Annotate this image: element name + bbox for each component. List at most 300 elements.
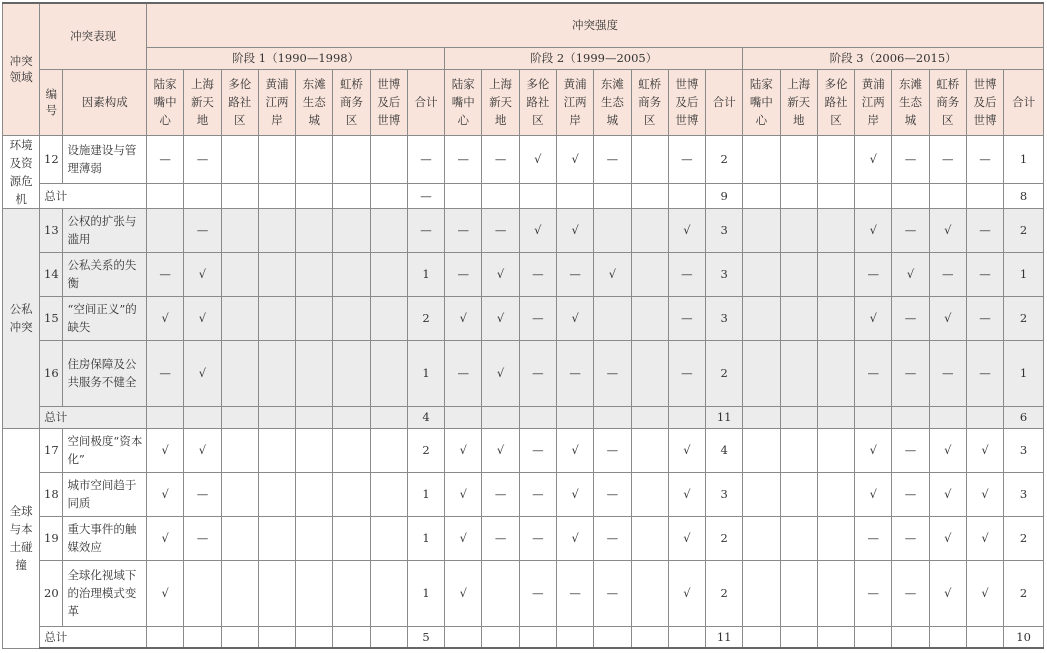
mark-cell: — (892, 340, 929, 406)
mark-cell: — (892, 428, 929, 472)
id-cell: 18 (40, 472, 63, 516)
mark-cell (631, 428, 668, 472)
mark-cell (370, 135, 407, 184)
mark-cell (743, 252, 780, 296)
factor-cell: 全球化视域下的治理模式变革 (63, 560, 147, 626)
empty-cell (929, 184, 966, 208)
header-area-s1-7: 世博及后世博 (370, 69, 407, 135)
header-area-s2-2: 上海新天地 (482, 69, 519, 135)
table-row (3, 516, 1044, 560)
mark-cell (221, 428, 258, 472)
mark-cell (594, 296, 631, 340)
header-intensity: 冲突强度 (147, 3, 1044, 47)
stage-total-cell: 4 (706, 428, 743, 472)
mark-cell (221, 296, 258, 340)
group-total-cell: 8 (1004, 184, 1044, 208)
mark-cell: — (594, 428, 631, 472)
empty-cell (855, 406, 892, 428)
mark-cell: √ (966, 516, 1003, 560)
mark-cell: √ (147, 472, 184, 516)
empty-cell (519, 184, 556, 208)
empty-cell (966, 626, 1003, 648)
mark-cell: √ (445, 472, 482, 516)
header-expression: 冲突表现 (40, 3, 147, 69)
stage-total-cell: 1 (407, 516, 444, 560)
stage-total-cell: 1 (407, 252, 444, 296)
mark-cell: √ (556, 135, 593, 184)
mark-cell: — (482, 516, 519, 560)
header-area-s3-6: 虹桥商务区 (929, 69, 966, 135)
header-area-s1-6: 虹桥商务区 (333, 69, 370, 135)
stage-total-cell: 2 (706, 560, 743, 626)
mark-cell: √ (929, 296, 966, 340)
mark-cell: — (184, 208, 221, 252)
header-total-s2: 合计 (706, 69, 743, 135)
mark-cell (817, 340, 854, 406)
mark-cell: — (855, 560, 892, 626)
empty-cell (668, 406, 705, 428)
mark-cell: √ (147, 560, 184, 626)
mark-cell (780, 340, 817, 406)
mark-cell: √ (184, 252, 221, 296)
mark-cell: √ (147, 296, 184, 340)
empty-cell (147, 626, 184, 648)
mark-cell: — (482, 472, 519, 516)
total-label: 总计 (40, 184, 147, 208)
mark-cell (221, 208, 258, 252)
header-area-s3-5: 东滩生态城 (892, 69, 929, 135)
empty-cell (482, 626, 519, 648)
mark-cell (258, 340, 295, 406)
mark-cell (221, 135, 258, 184)
mark-cell: — (966, 296, 1003, 340)
mark-cell (631, 135, 668, 184)
mark-cell (184, 560, 221, 626)
stage-total-cell: 1 (1004, 340, 1044, 406)
empty-cell (929, 626, 966, 648)
mark-cell: √ (855, 296, 892, 340)
empty-cell (780, 184, 817, 208)
empty-cell (221, 626, 258, 648)
mark-cell (296, 560, 333, 626)
empty-cell (147, 406, 184, 428)
mark-cell: √ (929, 428, 966, 472)
empty-cell (519, 406, 556, 428)
factor-cell: 城市空间趋于同质 (63, 472, 147, 516)
empty-cell (966, 406, 1003, 428)
table-row (3, 208, 1044, 252)
empty-cell (743, 406, 780, 428)
mark-cell: √ (892, 252, 929, 296)
mark-cell (333, 560, 370, 626)
mark-cell: √ (668, 428, 705, 472)
mark-cell: √ (668, 208, 705, 252)
mark-cell (333, 296, 370, 340)
mark-cell (780, 296, 817, 340)
mark-cell (743, 516, 780, 560)
mark-cell: √ (855, 135, 892, 184)
mark-cell: — (445, 208, 482, 252)
empty-cell (929, 406, 966, 428)
mark-cell (631, 560, 668, 626)
id-cell: 20 (40, 560, 63, 626)
header-area-s3-3: 多伦路社区 (817, 69, 854, 135)
mark-cell: — (184, 516, 221, 560)
mark-cell (817, 560, 854, 626)
table-row (3, 135, 1044, 184)
mark-cell: √ (556, 296, 593, 340)
stage-total-cell: 1 (407, 340, 444, 406)
mark-cell (743, 340, 780, 406)
mark-cell: √ (966, 472, 1003, 516)
id-cell: 12 (40, 135, 63, 184)
mark-cell: — (668, 340, 705, 406)
stage-total-cell: 2 (407, 428, 444, 472)
mark-cell (817, 516, 854, 560)
mark-cell: — (892, 560, 929, 626)
mark-cell: √ (519, 208, 556, 252)
header-factor: 因素构成 (63, 69, 147, 135)
empty-cell (556, 184, 593, 208)
mark-cell (296, 208, 333, 252)
header-area-s1-4: 黄浦江两岸 (258, 69, 295, 135)
group-total-cell: 4 (407, 406, 444, 428)
mark-cell (221, 516, 258, 560)
empty-cell (631, 406, 668, 428)
mark-cell: √ (482, 252, 519, 296)
mark-cell (743, 428, 780, 472)
mark-cell (370, 428, 407, 472)
mark-cell: √ (668, 516, 705, 560)
mark-cell: √ (966, 560, 1003, 626)
empty-cell (221, 184, 258, 208)
domain-cell: 全球与本土碰撞 (3, 428, 40, 648)
mark-cell: √ (929, 560, 966, 626)
stage-total-cell: 3 (706, 296, 743, 340)
mark-cell (631, 516, 668, 560)
empty-cell (333, 626, 370, 648)
header-area-s2-3: 多伦路社区 (519, 69, 556, 135)
mark-cell: — (519, 428, 556, 472)
factor-cell: “空间正义”的缺失 (63, 296, 147, 340)
empty-cell (482, 184, 519, 208)
mark-cell (817, 296, 854, 340)
header-area-s3-1: 陆家嘴中心 (743, 69, 780, 135)
mark-cell (631, 340, 668, 406)
mark-cell (333, 428, 370, 472)
mark-cell (743, 135, 780, 184)
group-total-cell: 11 (706, 406, 743, 428)
mark-cell: — (556, 252, 593, 296)
mark-cell (258, 252, 295, 296)
mark-cell (333, 516, 370, 560)
total-label: 总计 (40, 626, 147, 648)
empty-cell (594, 184, 631, 208)
mark-cell (780, 428, 817, 472)
total-row (3, 184, 1044, 208)
header-area-s1-1: 陆家嘴中心 (147, 69, 184, 135)
mark-cell (780, 252, 817, 296)
mark-cell: — (966, 340, 1003, 406)
empty-cell (556, 626, 593, 648)
stage-total-cell: 2 (1004, 296, 1044, 340)
id-cell: 13 (40, 208, 63, 252)
empty-cell (370, 184, 407, 208)
mark-cell (333, 340, 370, 406)
mark-cell: — (184, 135, 221, 184)
mark-cell (333, 135, 370, 184)
mark-cell (817, 208, 854, 252)
stage-total-cell: 1 (407, 472, 444, 516)
mark-cell: √ (482, 340, 519, 406)
table-row (3, 252, 1044, 296)
header-stage-2: 阶段 2（1999—2005） (445, 47, 743, 69)
id-cell: 14 (40, 252, 63, 296)
mark-cell (817, 472, 854, 516)
mark-cell: √ (445, 296, 482, 340)
table-row (3, 472, 1044, 516)
mark-cell (631, 252, 668, 296)
factor-cell: 重大事件的触媒效应 (63, 516, 147, 560)
mark-cell: — (668, 135, 705, 184)
mark-cell: √ (855, 428, 892, 472)
empty-cell (892, 406, 929, 428)
stage-total-cell: — (407, 135, 444, 184)
mark-cell: — (482, 208, 519, 252)
mark-cell (370, 560, 407, 626)
mark-cell: √ (556, 516, 593, 560)
stage-total-cell: 2 (1004, 208, 1044, 252)
mark-cell (780, 472, 817, 516)
mark-cell: √ (184, 428, 221, 472)
header-total-s3: 合计 (1004, 69, 1044, 135)
stage-total-cell: 2 (706, 135, 743, 184)
mark-cell (258, 516, 295, 560)
mark-cell: — (892, 135, 929, 184)
empty-cell (892, 184, 929, 208)
empty-cell (817, 406, 854, 428)
empty-cell (966, 184, 1003, 208)
mark-cell: √ (929, 208, 966, 252)
mark-cell: — (556, 560, 593, 626)
empty-cell (370, 626, 407, 648)
empty-cell (296, 626, 333, 648)
mark-cell: — (445, 135, 482, 184)
mark-cell: — (855, 340, 892, 406)
empty-cell (482, 406, 519, 428)
mark-cell (817, 252, 854, 296)
empty-cell (780, 406, 817, 428)
empty-cell (333, 184, 370, 208)
table-row (3, 428, 1044, 472)
mark-cell (482, 560, 519, 626)
mark-cell: √ (147, 428, 184, 472)
mark-cell: — (594, 472, 631, 516)
empty-cell (855, 626, 892, 648)
stage-total-cell: 2 (1004, 560, 1044, 626)
mark-cell (258, 428, 295, 472)
empty-cell (855, 184, 892, 208)
mark-cell: — (147, 135, 184, 184)
mark-cell: — (519, 516, 556, 560)
id-cell: 16 (40, 340, 63, 406)
mark-cell: — (668, 296, 705, 340)
mark-cell (743, 560, 780, 626)
header-area-s2-1: 陆家嘴中心 (445, 69, 482, 135)
mark-cell (370, 252, 407, 296)
mark-cell (258, 296, 295, 340)
mark-cell: √ (929, 516, 966, 560)
mark-cell (370, 472, 407, 516)
stage-total-cell: 3 (1004, 428, 1044, 472)
mark-cell (370, 516, 407, 560)
id-cell: 17 (40, 428, 63, 472)
mark-cell (817, 428, 854, 472)
mark-cell (258, 560, 295, 626)
stage-total-cell: 1 (407, 560, 444, 626)
header-area-s2-7: 世博及后世博 (668, 69, 705, 135)
mark-cell: — (855, 252, 892, 296)
mark-cell: √ (184, 296, 221, 340)
mark-cell: — (445, 340, 482, 406)
mark-cell (258, 208, 295, 252)
stage-total-cell: 1 (1004, 252, 1044, 296)
group-total-cell: 11 (706, 626, 743, 648)
mark-cell: — (594, 135, 631, 184)
mark-cell: — (855, 516, 892, 560)
header-area-s2-5: 东滩生态城 (594, 69, 631, 135)
factor-cell: 公私关系的失衡 (63, 252, 147, 296)
mark-cell: √ (929, 472, 966, 516)
header-id: 编号 (40, 69, 63, 135)
factor-cell: 公权的扩张与滥用 (63, 208, 147, 252)
mark-cell (743, 208, 780, 252)
mark-cell (296, 296, 333, 340)
empty-cell (258, 406, 295, 428)
mark-cell: √ (668, 472, 705, 516)
mark-cell: — (445, 252, 482, 296)
empty-cell (743, 184, 780, 208)
empty-cell (817, 184, 854, 208)
factor-cell: 空间极度“资本化” (63, 428, 147, 472)
mark-cell: — (966, 252, 1003, 296)
stage-total-cell: — (407, 208, 444, 252)
empty-cell (370, 406, 407, 428)
header-area-s1-3: 多伦路社区 (221, 69, 258, 135)
mark-cell: √ (855, 208, 892, 252)
conflict-intensity-table (2, 2, 1044, 649)
mark-cell: — (519, 296, 556, 340)
empty-cell (594, 626, 631, 648)
stage-total-cell: 2 (706, 340, 743, 406)
empty-cell (445, 184, 482, 208)
empty-cell (184, 626, 221, 648)
mark-cell: √ (445, 516, 482, 560)
mark-cell: — (594, 560, 631, 626)
empty-cell (258, 184, 295, 208)
mark-cell (296, 340, 333, 406)
stage-total-cell: 3 (1004, 472, 1044, 516)
header-area-s2-6: 虹桥商务区 (631, 69, 668, 135)
mark-cell: — (929, 135, 966, 184)
empty-cell (631, 626, 668, 648)
empty-cell (780, 626, 817, 648)
mark-cell (296, 472, 333, 516)
header-area-s3-7: 世博及后世博 (966, 69, 1003, 135)
mark-cell (370, 208, 407, 252)
empty-cell (296, 184, 333, 208)
header-area-s1-2: 上海新天地 (184, 69, 221, 135)
mark-cell: — (519, 252, 556, 296)
id-cell: 15 (40, 296, 63, 340)
empty-cell (147, 184, 184, 208)
mark-cell (221, 560, 258, 626)
mark-cell: — (668, 252, 705, 296)
mark-cell (370, 296, 407, 340)
mark-cell: — (594, 340, 631, 406)
mark-cell: √ (556, 428, 593, 472)
mark-cell (296, 428, 333, 472)
table-container (2, 2, 1044, 649)
header-area-s1-5: 东滩生态城 (296, 69, 333, 135)
header-area-s3-4: 黄浦江两岸 (855, 69, 892, 135)
empty-cell (445, 406, 482, 428)
mark-cell: √ (594, 252, 631, 296)
mark-cell (594, 208, 631, 252)
header-domain: 冲突领域 (3, 3, 40, 135)
table-row (3, 296, 1044, 340)
mark-cell (370, 340, 407, 406)
mark-cell: √ (445, 428, 482, 472)
mark-cell: — (892, 472, 929, 516)
mark-cell: √ (445, 560, 482, 626)
mark-cell: √ (147, 516, 184, 560)
total-row (3, 406, 1044, 428)
mark-cell (221, 252, 258, 296)
mark-cell (780, 135, 817, 184)
factor-cell: 设施建设与管理薄弱 (63, 135, 147, 184)
mark-cell: √ (482, 296, 519, 340)
empty-cell (743, 626, 780, 648)
mark-cell: √ (519, 135, 556, 184)
mark-cell: — (184, 472, 221, 516)
mark-cell: √ (184, 340, 221, 406)
mark-cell (296, 135, 333, 184)
empty-cell (333, 406, 370, 428)
empty-cell (668, 184, 705, 208)
mark-cell: — (966, 135, 1003, 184)
mark-cell (296, 252, 333, 296)
mark-cell: √ (855, 472, 892, 516)
header-total-s1: 合计 (407, 69, 444, 135)
empty-cell (817, 626, 854, 648)
empty-cell (296, 406, 333, 428)
mark-cell: — (966, 208, 1003, 252)
mark-cell (780, 208, 817, 252)
stage-total-cell: 3 (706, 472, 743, 516)
mark-cell (743, 296, 780, 340)
stage-total-cell: 1 (1004, 135, 1044, 184)
mark-cell (333, 472, 370, 516)
empty-cell (892, 626, 929, 648)
mark-cell: — (929, 340, 966, 406)
empty-cell (631, 184, 668, 208)
mark-cell: — (482, 135, 519, 184)
mark-cell: — (147, 340, 184, 406)
group-total-cell: 9 (706, 184, 743, 208)
mark-cell: √ (556, 208, 593, 252)
header-stage-1: 阶段 1（1990—1998） (147, 47, 445, 69)
